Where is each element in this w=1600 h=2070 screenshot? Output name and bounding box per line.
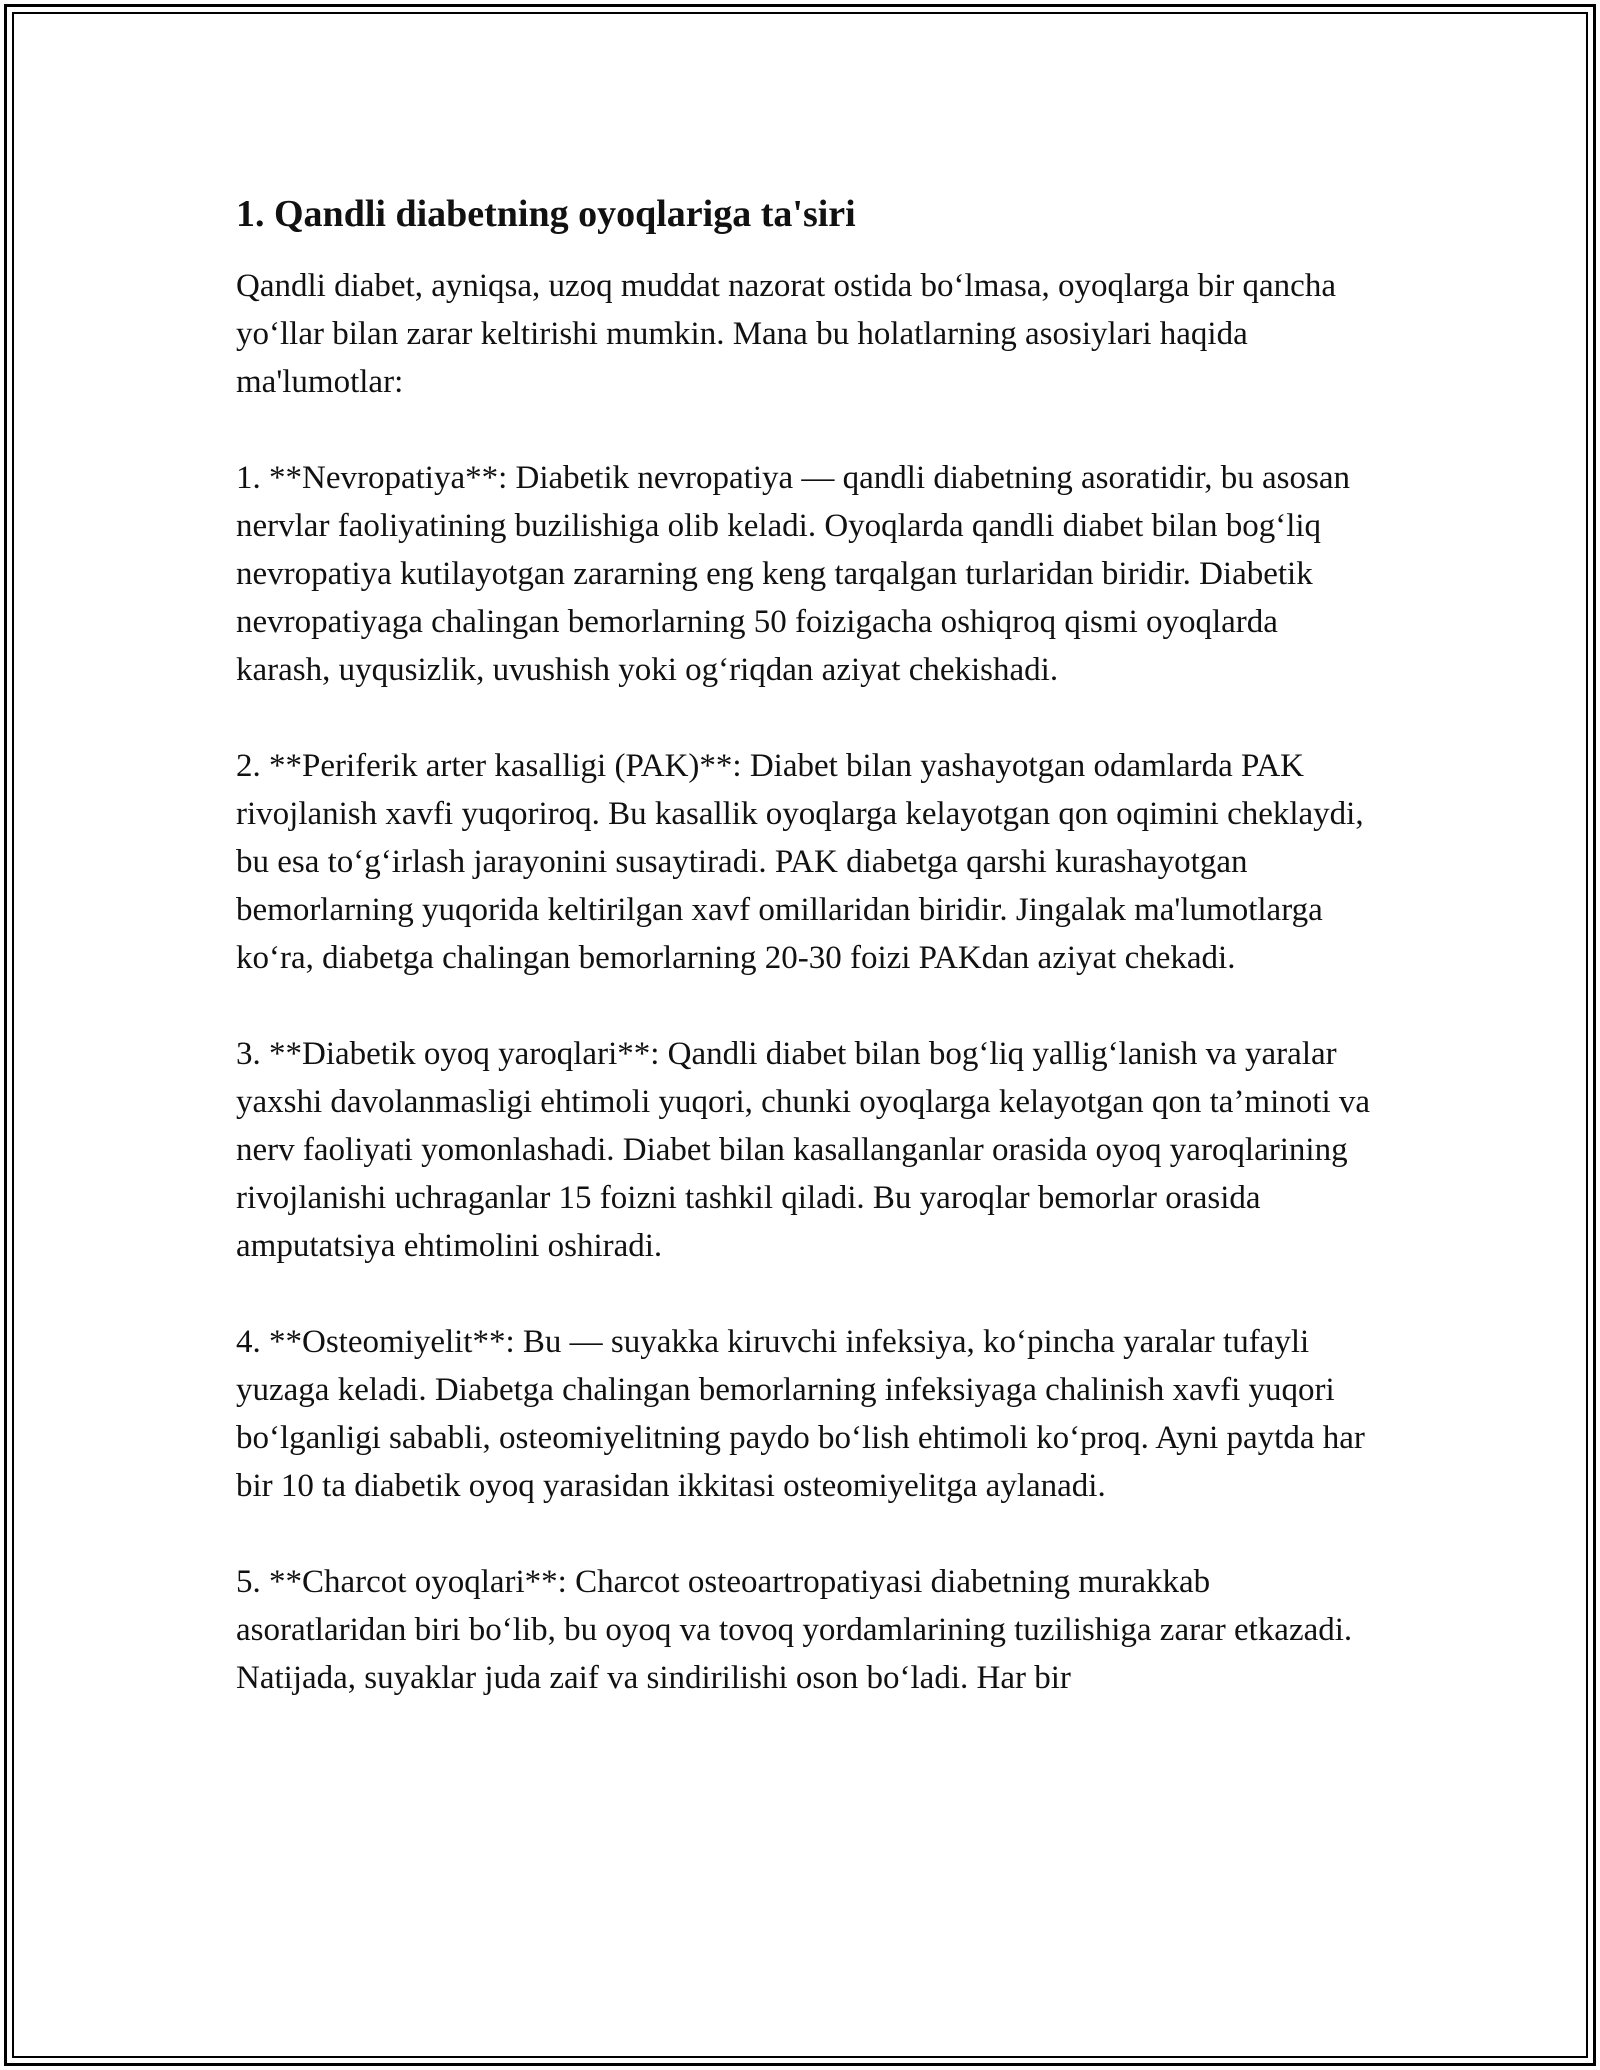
- neuropathy-paragraph: 1. **Nevropatiya**: Diabetik nevropatiya — qandli diabetning asoratidir, bu asosan nervlar faoliyatining buzilishiga olib keladi. Oyoqlarda qandli diabet bilan bog‘liq nevropatiya kutilayotgan zararning eng keng tarqalgan turlaridan biridir. Diabetik nevropatiyaga chalingan bemorlarning 50 foizigacha oshiqroq qismi oyoqlarda karash, uyqusizlik, uvushish yoki og‘riqdan aziyat chekishadi.: [236, 460, 1350, 688]
- document-body: [236, 188, 1376, 1750]
- section-heading: 1. Qandli diabetning oyoqlariga ta'siri: [236, 193, 856, 235]
- intro-paragraph: Qandli diabet, ayniqsa, uzoq muddat nazorat ostida bo‘lmasa, oyoqlarga bir qancha yo‘llar bilan zarar keltirishi mumkin. Mana bu holatlarning asosiylari haqida ma'lumotlar:: [236, 268, 1336, 400]
- diabetic-foot-ulcers-paragraph: 3. **Diabetik oyoq yaroqlari**: Qandli diabet bilan bog‘liq yallig‘lanish va yaralar yaxshi davolanmasligi ehtimoli yuqori, chunki oyoqlarga kelayotgan qon ta’minoti va nerv faoliyati yomonlashadi. Diabet bilan kasallanganlar orasida oyoq yaroqlarining rivojlanishi uchraganlar 15 foizni tashkil qiladi. Bu yaroqlar bemorlar orasida amputatsiya ehtimolini oshiradi.: [236, 1036, 1371, 1264]
- peripheral-artery-paragraph: 2. **Periferik arter kasalligi (PAK)**: Diabet bilan yashayotgan odamlarda PAK rivojlanish xavfi yuqoriroq. Bu kasallik oyoqlarga kelayotgan qon oqimini cheklaydi, bu esa to‘g‘irlash jarayonini susaytiradi. PAK diabetga qarshi kurashayotgan bemorlarning yuqorida keltirilgan xavf omillaridan biridir. Jingalak ma'lumotlarga ko‘ra, diabetga chalingan bemorlarning 20-30 foizi PAKdan aziyat chekadi.: [236, 748, 1364, 976]
- charcot-foot-paragraph: 5. **Charcot oyoqlari**: Charcot osteoartropatiyasi diabetning murakkab asoratlaridan biri bo‘lib, bu oyoq va tovoq yordamlarining tuzilishiga zarar etkazadi. Natijada, suyaklar juda zaif va sindirilishi oson bo‘ladi. Har bir: [236, 1564, 1353, 1696]
- osteomyelitis-paragraph: 4. **Osteomiyelit**: Bu — suyakka kiruvchi infeksiya, ko‘pincha yaralar tufayli yuzaga keladi. Diabetga chalingan bemorlarning infeksiyaga chalinish xavfi yuqori bo‘lganligi sababli, osteomiyelitning paydo bo‘lish ehtimoli ko‘proq. Ayni paytda har bir 10 ta diabetik oyoq yarasidan ikkitasi osteomiyelitga aylanadi.: [236, 1324, 1365, 1504]
